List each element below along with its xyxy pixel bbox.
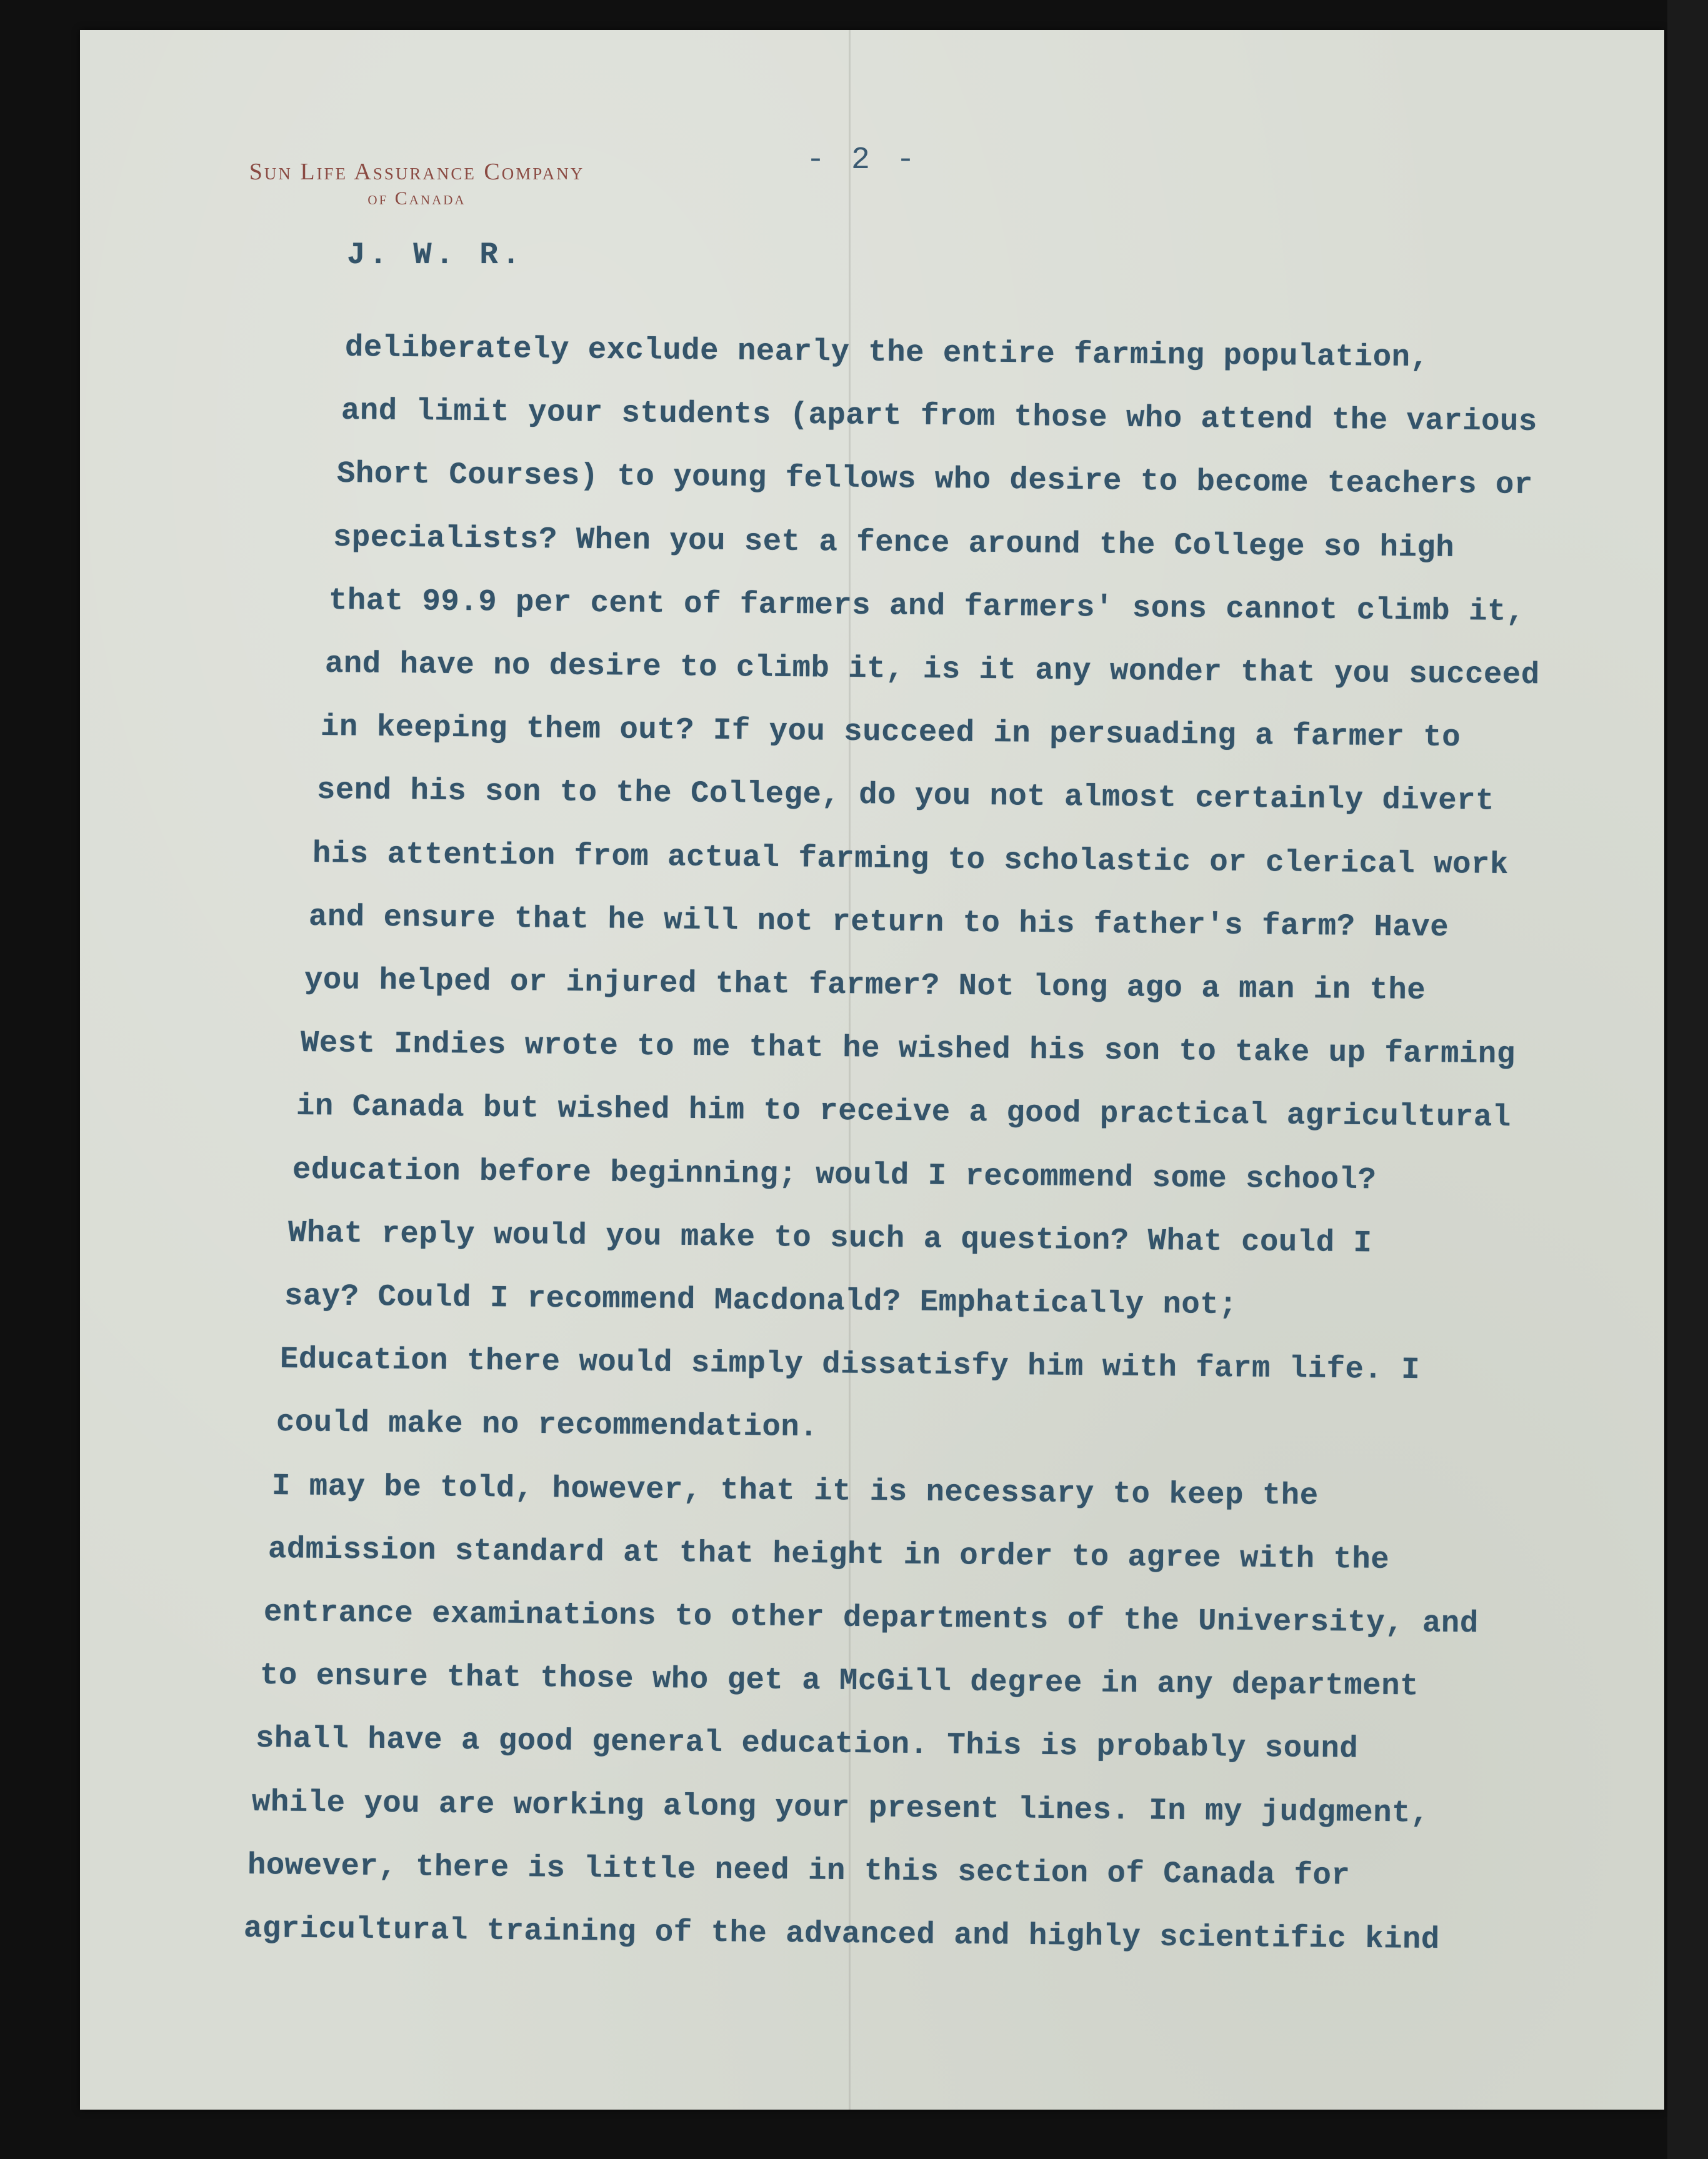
scan-edge [1667,0,1708,2159]
letterhead [214,157,620,211]
body-line: and have no desire to climb it, is it any wonder that you succeed [324,646,1540,693]
letterhead-country: of Canada [367,188,466,209]
body-line: agricultural training of the advanced and highly scientific kind [243,1911,1440,1958]
body-line: could make no recommendation. [276,1405,818,1445]
body-line: What reply would you make to such a question? What could I [287,1215,1372,1261]
letterhead-company-name: Sun Life Assurance Company [249,159,585,185]
body-line: say? Could I recommend Macdonald? Emphatically not; [284,1279,1237,1323]
body-line: shall have a good general education. This is probably sound [255,1721,1359,1767]
body-line: however, there is little need in this section of Canada for [247,1847,1351,1893]
body-line: while you are working along your present lines. In my judgment, [251,1784,1429,1831]
body-line: send his son to the College, do you not almost certainly divert [316,772,1494,819]
body-line: entrance examinations to other departments of the University, and [263,1595,1479,1642]
body-line: and limit your students (apart from those who attend the various [341,393,1537,440]
body-line: in keeping them out? If you succeed in persuading a farmer to [320,709,1461,755]
body-line: West Indies wrote to me that he wished his son to take up farming [300,1025,1516,1072]
body-line: I may be told, however, that it is necessary to keep the [271,1468,1319,1513]
page-number: - 2 - [806,142,919,178]
body-line: education before beginning; would I recommend some school? [292,1152,1377,1197]
body-line: in Canada but wished him to receive a good practical agricultural [296,1089,1511,1135]
body-line: his attention from actual farming to scholastic or clerical work [312,835,1509,882]
body-line: that 99.9 per cent of farmers and farmers' sons cannot climb it, [328,582,1526,629]
body-line: you helped or injured that farmer? Not long ago a man in the [304,962,1426,1008]
body-line: specialists? When you set a fence around the College so high [332,519,1454,566]
body-line: deliberately exclude nearly the entire farming population, [344,330,1429,376]
body-line: and ensure that he will not return to his father's farm? Have [308,899,1449,945]
body-line: admission standard at that height in order to agree with the [267,1531,1389,1577]
body-line: to ensure that those who get a McGill degree in any department [259,1658,1419,1704]
body-line: Education there would simply dissatisfy him with farm life. I [279,1342,1421,1388]
recipient-initials: J. W. R. [347,237,524,272]
body-line: Short Courses) to young fellows who desire to become teachers or [336,456,1534,503]
